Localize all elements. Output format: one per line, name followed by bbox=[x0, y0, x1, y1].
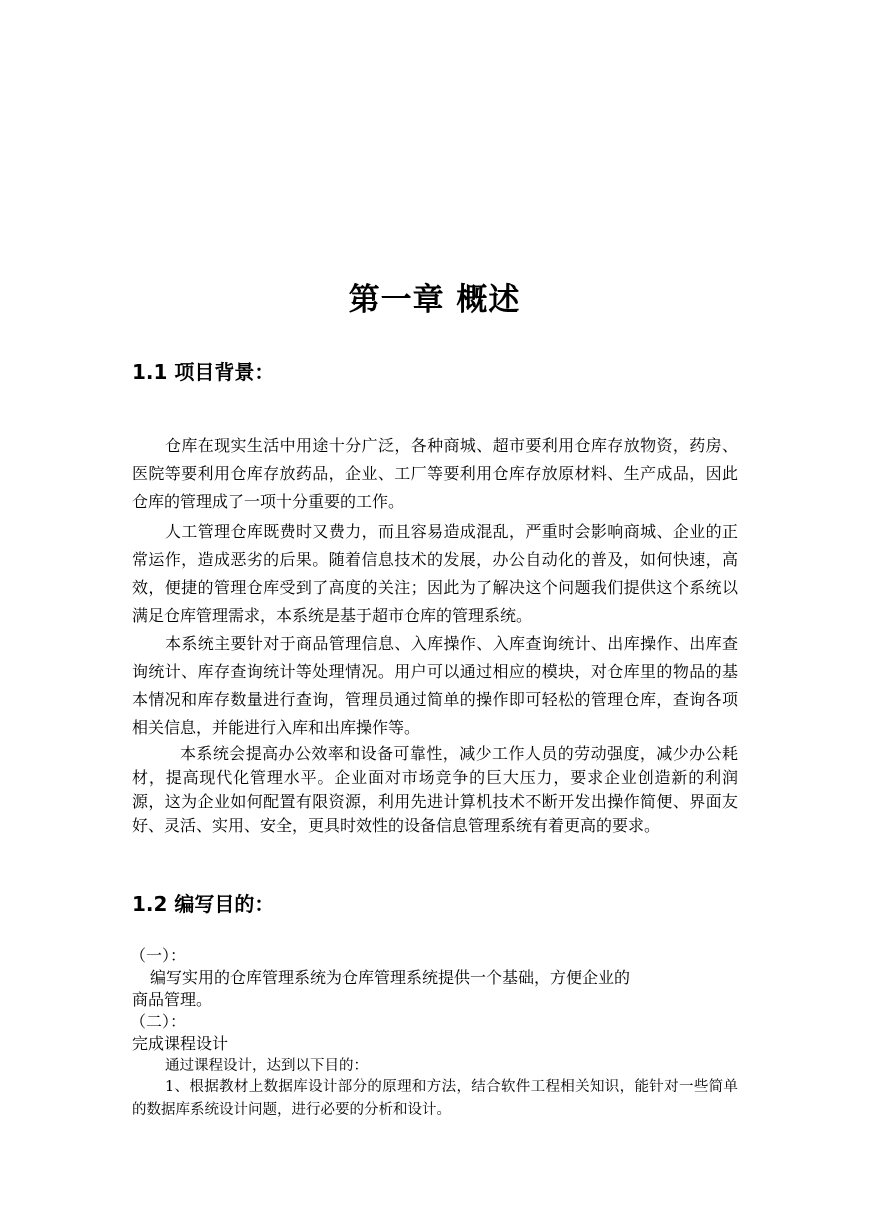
paragraph-background-3: 本系统主要针对于商品管理信息、入库操作、入库查询统计、出库操作、出库查询统计、库存查询统计等处理情况。用户可以通过相应的模块，对仓库里的物品的基本情况和库存数量进行查询，管理员通过简单的操作即可轻松的管理仓库，查询各项相关信息，并能进行入库和出库操作等。 bbox=[132, 634, 738, 737]
item-one-line-2: 商品管理。 bbox=[132, 990, 213, 1009]
section-heading-purpose: 1.2 编写目的： bbox=[132, 892, 275, 916]
item-two-intro: 通过课程设计，达到以下目的： bbox=[165, 1058, 368, 1074]
item-two-label: （二）： bbox=[130, 1012, 187, 1031]
paragraph-background-2: 人工管理仓库既费时又费力，而且容易造成混乱，严重时会影响商城、企业的正常运作，造成恶劣的后果。随着信息技术的发展，办公自动化的普及，如何快速，高效，便捷的管理仓库受到了高度的关注；因此为了解决这个问题我们提供这个系统以满足仓库管理需求，本系统是基于超市仓库的管理系统。 bbox=[132, 522, 738, 625]
paragraph-background-1: 仓库在现实生活中用途十分广泛，各种商城、超市要利用仓库存放物资，药房、医院等要利用仓库存放药品，企业、工厂等要利用仓库存放原材料、生产成品，因此仓库的管理成了一项十分重要的工作。 bbox=[132, 436, 738, 511]
item-two-title: 完成课程设计 bbox=[132, 1034, 229, 1053]
chapter-title: 第一章 概述 bbox=[348, 282, 521, 318]
item-one-label: （一）： bbox=[130, 946, 187, 965]
item-one-line-1: 编写实用的仓库管理系统为仓库管理系统提供一个基础，方便企业的 bbox=[150, 968, 631, 987]
section-heading-background: 1.1 项目背景： bbox=[132, 360, 275, 384]
paragraph-background-4: 本系统会提高办公效率和设备可靠性，减少工作人员的劳动强度，减少办公耗材，提高现代化管理水平。企业面对市场竞争的巨大压力，要求企业创造新的利润源，这为企业如何配置有限资源，利用先进计算机技术不断开发出操作简便、界面友好、灵活、实用、安全，更具时效性的设备信息管理系统有着更高的要求。 bbox=[132, 744, 738, 835]
item-two-point-1: 1、根据教材上数据库设计部分的原理和方法，结合软件工程相关知识，能针对一些简单的数据库系统设计问题，进行必要的分析和设计。 bbox=[132, 1079, 738, 1118]
